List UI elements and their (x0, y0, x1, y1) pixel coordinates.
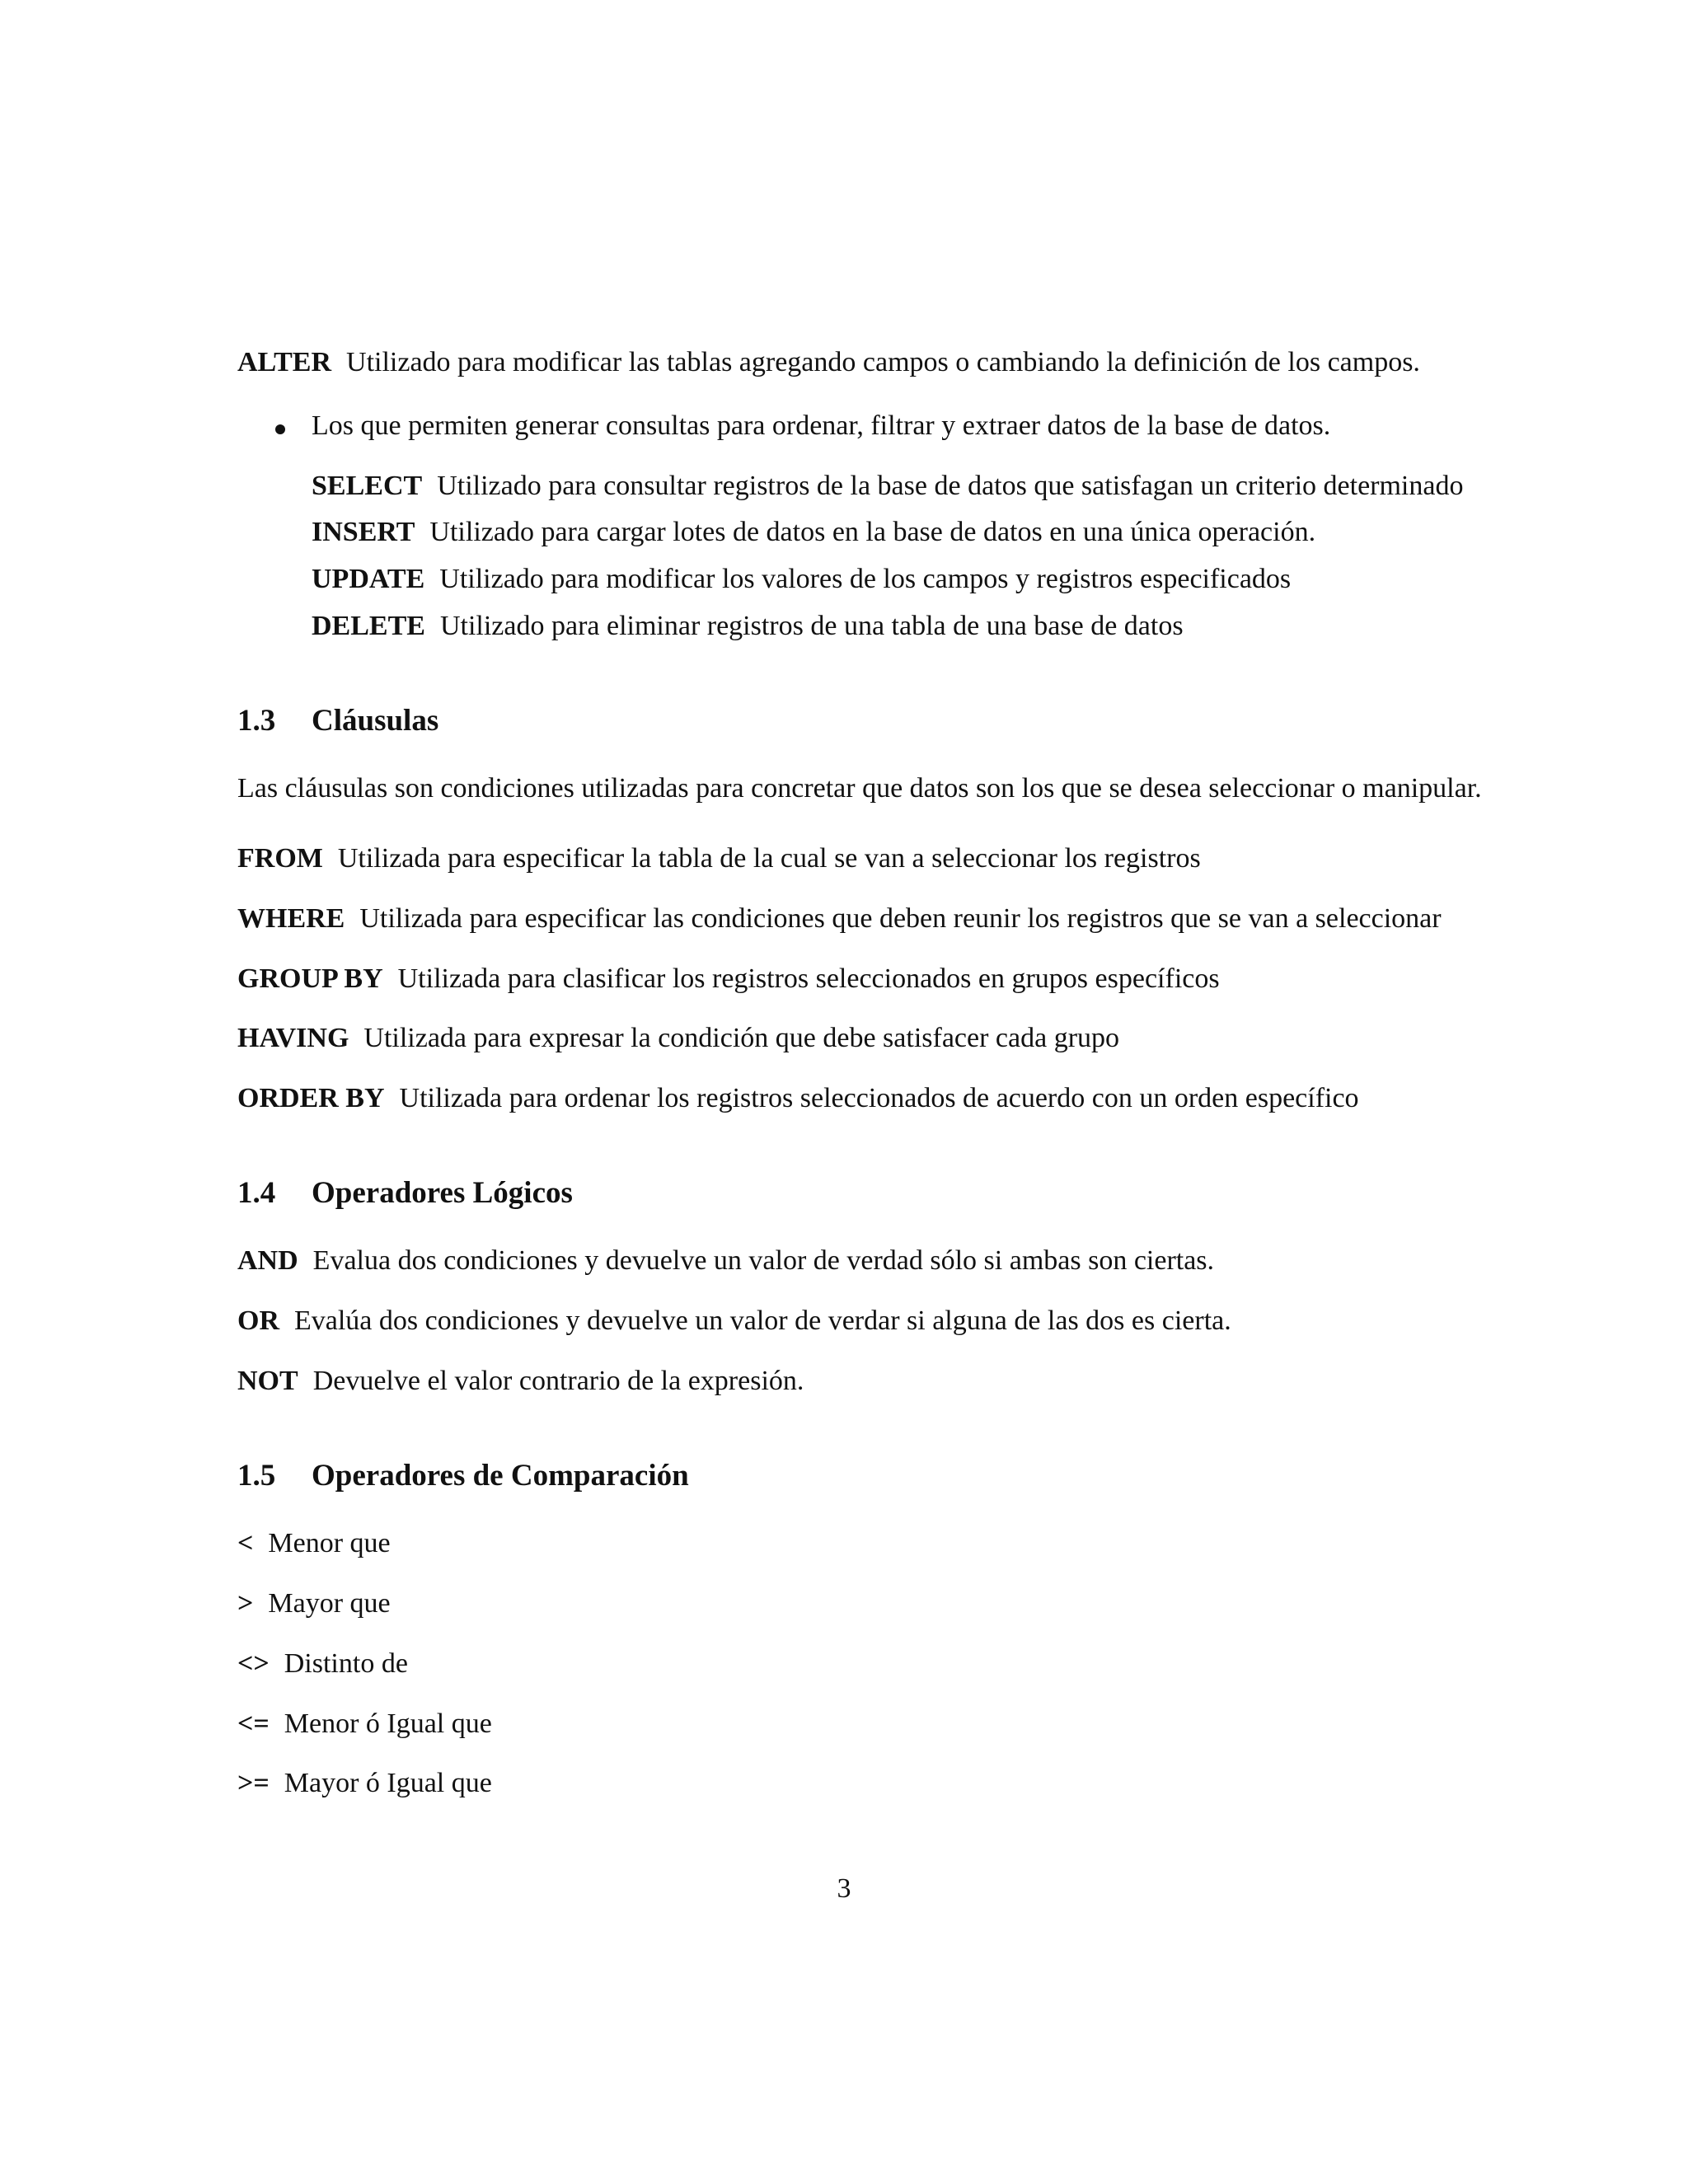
definition-having (237, 1022, 1573, 1056)
description: Utilizada para especificar la tabla de la cual se van a seleccionar los registros (337, 842, 1201, 874)
description: Evalua dos condiciones y devuelve un valor de verdad sólo si ambas son ciertas. (312, 1245, 1215, 1277)
term: > (237, 1587, 254, 1619)
definition-and (237, 1244, 1573, 1278)
definition-greater-equal (237, 1767, 1573, 1801)
definition-less-than (237, 1527, 1573, 1561)
description: Devuelve el valor contrario de la expresión. (312, 1365, 804, 1396)
term: SELECT (312, 470, 423, 501)
description: Distinto de (284, 1647, 408, 1679)
definition-alter (237, 346, 1573, 380)
description: Utilizado para cargar lotes de datos en la base de datos en una única operación. (429, 517, 1316, 548)
definition-order-by (237, 1082, 1573, 1116)
term: DELETE (312, 610, 425, 641)
section-number: 1.4 (237, 1175, 276, 1210)
description: Utilizada para especificar las condiciones que deben reunir los registros que se van a seleccionar (359, 902, 1442, 934)
term: >= (237, 1768, 270, 1799)
definition-or (237, 1305, 1573, 1338)
definition-less-equal (237, 1708, 1573, 1741)
description: Menor que (268, 1528, 391, 1559)
term: <= (237, 1708, 270, 1739)
term: FROM (237, 842, 323, 874)
term: HAVING (237, 1023, 349, 1054)
definition-where (237, 902, 1573, 936)
term: <> (237, 1647, 270, 1679)
definition-greater-than (237, 1587, 1573, 1621)
section-intro: Las cláusulas son condiciones utilizadas para concretar que datos son los que se desea seleccionar o manipular. (237, 773, 1482, 804)
description: Evalúa dos condiciones y devuelve un valor de verdar si alguna de las dos es cierta. (294, 1305, 1231, 1337)
term: WHERE (237, 902, 345, 934)
description: Utilizado para consultar registros de la base de datos que satisfagan un criterio determinado (437, 470, 1464, 501)
section-heading-comparacion (237, 1458, 1573, 1494)
definition-delete (312, 610, 1573, 644)
definition-not-equal (237, 1647, 1573, 1681)
description: Utilizada para ordenar los registros seleccionados de acuerdo con un orden específico (399, 1083, 1359, 1114)
definition-group-by (237, 963, 1573, 996)
section-title: Cláusulas (312, 703, 439, 738)
description: Utilizada para expresar la condición que debe satisfacer cada grupo (363, 1023, 1120, 1054)
page-content (237, 346, 1573, 1827)
term: NOT (237, 1365, 298, 1396)
term: INSERT (312, 517, 415, 548)
bullet-text: Los que permiten generar consultas para ordenar, filtrar y extraer datos de la base de datos. (312, 410, 1331, 441)
definition-from (237, 842, 1573, 876)
term: ALTER (237, 347, 332, 377)
clause-list (237, 842, 1573, 1116)
description: Utilizada para clasificar los registros seleccionados en grupos específicos (397, 963, 1220, 994)
definition-update (312, 563, 1573, 597)
dml-command-list (312, 470, 1573, 644)
definition-select (312, 470, 1573, 504)
section-heading-clausulas (237, 703, 1573, 739)
term: OR (237, 1305, 279, 1337)
section-number: 1.3 (237, 703, 276, 738)
description: Mayor que (268, 1587, 391, 1619)
page-number: 3 (837, 1873, 851, 1904)
description: Utilizado para eliminar registros de una tabla de una base de datos (439, 610, 1184, 641)
logical-operator-list (237, 1244, 1573, 1398)
definition-not (237, 1365, 1573, 1399)
term: ORDER BY (237, 1083, 385, 1114)
definition-insert (312, 516, 1573, 550)
description: Mayor ó Igual que (284, 1768, 492, 1799)
section-title: Operadores de Comparación (312, 1458, 689, 1493)
term: UPDATE (312, 564, 425, 595)
section-title: Operadores Lógicos (312, 1175, 573, 1210)
description: Utilizado para modificar los valores de los campos y registros especificados (439, 564, 1292, 595)
bullet-item (312, 410, 1573, 443)
term: < (237, 1528, 254, 1559)
comparison-operator-list (237, 1527, 1573, 1801)
section-heading-logicos (237, 1175, 1573, 1212)
section-number: 1.5 (237, 1458, 276, 1493)
description: Utilizado para modificar las tablas agregando campos o cambiando la definición de los campos. (346, 347, 1420, 377)
description: Menor ó Igual que (284, 1708, 492, 1739)
term: GROUP BY (237, 963, 383, 994)
bullet-icon (275, 424, 285, 434)
term: AND (237, 1245, 298, 1277)
